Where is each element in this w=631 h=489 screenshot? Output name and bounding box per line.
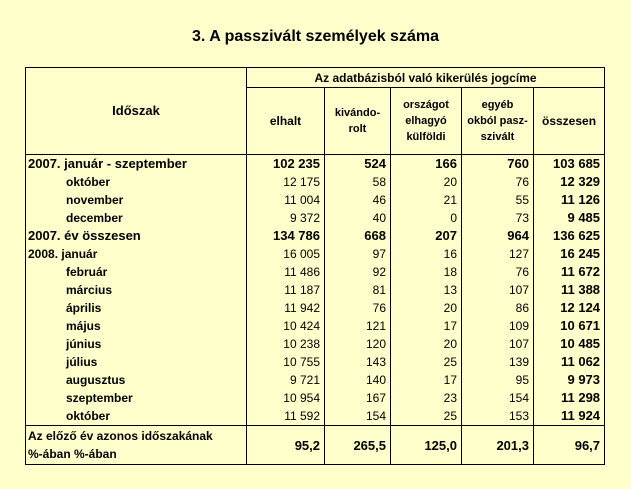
cell-other-reason: 76 <box>462 173 534 191</box>
row-label-text: október <box>66 409 111 423</box>
cell-other-reason: 107 <box>462 335 534 353</box>
cell-emigrated: 121 <box>325 317 391 335</box>
cell-emigrated: 668 <box>325 227 391 245</box>
cell-total: 10 485 <box>534 335 605 353</box>
cell-foreigner-left: 166 <box>391 155 462 174</box>
cell-deceased: 134 786 <box>247 227 325 245</box>
cell-total: 12 329 <box>534 173 605 191</box>
cell-foreigner-left: 20 <box>391 335 462 353</box>
footer-value-foreigner-left: 125,0 <box>391 426 462 465</box>
cell-emigrated: 46 <box>325 191 391 209</box>
passive-persons-table <box>25 67 605 465</box>
col-header-foreigner-left-l2: elhagyó <box>405 115 447 127</box>
row-label <box>26 155 247 174</box>
row-label <box>26 371 247 389</box>
cell-foreigner-left: 25 <box>391 407 462 426</box>
cell-foreigner-left: 0 <box>391 209 462 227</box>
cell-foreigner-left: 207 <box>391 227 462 245</box>
cell-deceased: 11 486 <box>247 263 325 281</box>
cell-deceased: 11 592 <box>247 407 325 426</box>
cell-foreigner-left: 21 <box>391 191 462 209</box>
row-label-text: december <box>66 211 123 225</box>
row-label <box>26 173 247 191</box>
table-row <box>26 173 605 191</box>
cell-emigrated: 58 <box>325 173 391 191</box>
cell-emigrated: 154 <box>325 407 391 426</box>
cell-deceased: 102 235 <box>247 155 325 174</box>
cell-foreigner-left: 20 <box>391 299 462 317</box>
footer-label-l1: Az előző év azonos időszakának <box>28 429 213 443</box>
col-header-other-reason-l2: okból pasz- <box>467 115 528 127</box>
cell-total: 11 672 <box>534 263 605 281</box>
cell-emigrated: 76 <box>325 299 391 317</box>
cell-emigrated: 120 <box>325 335 391 353</box>
footer-value-other-reason: 201,3 <box>462 426 534 465</box>
row-label <box>26 317 247 335</box>
cell-other-reason: 760 <box>462 155 534 174</box>
cell-deceased: 16 005 <box>247 245 325 263</box>
cell-other-reason: 109 <box>462 317 534 335</box>
row-label-text: november <box>66 193 124 207</box>
cell-emigrated: 140 <box>325 371 391 389</box>
table-row <box>26 281 605 299</box>
cell-other-reason: 153 <box>462 407 534 426</box>
cell-foreigner-left: 25 <box>391 353 462 371</box>
row-label <box>26 281 247 299</box>
table-row <box>26 299 605 317</box>
cell-deceased: 9 721 <box>247 371 325 389</box>
cell-total: 11 388 <box>534 281 605 299</box>
table-row <box>26 335 605 353</box>
col-header-emigrated-l2: rolt <box>348 123 367 135</box>
col-header-deceased: elhalt <box>247 88 325 155</box>
cell-other-reason: 76 <box>462 263 534 281</box>
footer-value-total: 96,7 <box>534 426 605 465</box>
cell-other-reason: 95 <box>462 371 534 389</box>
cell-deceased: 10 238 <box>247 335 325 353</box>
col-header-total: összesen <box>534 88 605 155</box>
cell-foreigner-left: 23 <box>391 389 462 407</box>
row-label-text: 2007. év összesen <box>28 228 141 243</box>
cell-other-reason: 127 <box>462 245 534 263</box>
period-header: Időszak <box>26 68 247 155</box>
row-label-text: május <box>66 319 101 333</box>
row-label <box>26 263 247 281</box>
row-label-text: szeptember <box>66 391 133 405</box>
col-header-foreigner-left-l3: külföldi <box>406 131 446 143</box>
cell-foreigner-left: 16 <box>391 245 462 263</box>
row-label <box>26 407 247 426</box>
col-header-foreigner-left <box>391 88 462 155</box>
row-label-text: augusztus <box>66 373 126 387</box>
cell-deceased: 11 942 <box>247 299 325 317</box>
page-title: 3. A passzivált személyek száma <box>192 28 439 45</box>
cell-total: 11 298 <box>534 389 605 407</box>
table-row <box>26 371 605 389</box>
cell-deceased: 11 187 <box>247 281 325 299</box>
cell-deceased: 9 372 <box>247 209 325 227</box>
footer-label <box>26 426 247 465</box>
row-label-text: október <box>66 175 111 189</box>
table-row <box>26 191 605 209</box>
cell-total: 12 124 <box>534 299 605 317</box>
table-row <box>26 389 605 407</box>
table-row <box>26 407 605 426</box>
cell-foreigner-left: 17 <box>391 371 462 389</box>
cell-foreigner-left: 13 <box>391 281 462 299</box>
footer-value-emigrated: 265,5 <box>325 426 391 465</box>
row-label-text: 2008. január <box>28 247 98 261</box>
cell-total: 136 625 <box>534 227 605 245</box>
cell-emigrated: 97 <box>325 245 391 263</box>
col-header-other-reason-l3: szivált <box>480 131 515 143</box>
reason-group-header: Az adatbázisból való kikerülés jogcíme <box>247 68 605 88</box>
table-row <box>26 155 605 174</box>
table-row <box>26 353 605 371</box>
row-label-text: március <box>66 283 113 297</box>
cell-deceased: 10 954 <box>247 389 325 407</box>
cell-total: 16 245 <box>534 245 605 263</box>
cell-deceased: 11 004 <box>247 191 325 209</box>
cell-deceased: 12 175 <box>247 173 325 191</box>
col-header-other-reason <box>462 88 534 155</box>
cell-total: 9 485 <box>534 209 605 227</box>
cell-foreigner-left: 20 <box>391 173 462 191</box>
cell-emigrated: 92 <box>325 263 391 281</box>
col-header-other-reason-l1: egyéb <box>481 99 514 111</box>
row-label <box>26 335 247 353</box>
footer-row <box>26 426 605 465</box>
cell-total: 11 062 <box>534 353 605 371</box>
col-header-foreigner-left-l1: országot <box>403 99 449 111</box>
cell-total: 11 924 <box>534 407 605 426</box>
table-row <box>26 227 605 245</box>
cell-other-reason: 964 <box>462 227 534 245</box>
cell-other-reason: 73 <box>462 209 534 227</box>
cell-deceased: 10 755 <box>247 353 325 371</box>
cell-foreigner-left: 18 <box>391 263 462 281</box>
row-label-text: 2007. január - szeptember <box>28 156 187 171</box>
cell-deceased: 10 424 <box>247 317 325 335</box>
cell-total: 10 671 <box>534 317 605 335</box>
cell-total: 103 685 <box>534 155 605 174</box>
footer-label-l2: %-ában %-ában <box>28 447 117 461</box>
footer-value-deceased: 95,2 <box>247 426 325 465</box>
table-row <box>26 209 605 227</box>
cell-total: 11 126 <box>534 191 605 209</box>
cell-foreigner-left: 17 <box>391 317 462 335</box>
row-label <box>26 209 247 227</box>
table-row <box>26 263 605 281</box>
row-label <box>26 299 247 317</box>
cell-emigrated: 143 <box>325 353 391 371</box>
cell-other-reason: 139 <box>462 353 534 371</box>
row-label-text: február <box>66 265 108 279</box>
row-label <box>26 191 247 209</box>
cell-emigrated: 81 <box>325 281 391 299</box>
col-header-emigrated <box>325 88 391 155</box>
row-label <box>26 227 247 245</box>
col-header-emigrated-l1: kivándo- <box>334 107 381 119</box>
cell-other-reason: 154 <box>462 389 534 407</box>
cell-other-reason: 107 <box>462 281 534 299</box>
cell-other-reason: 86 <box>462 299 534 317</box>
row-label <box>26 389 247 407</box>
row-label-text: július <box>66 355 98 369</box>
cell-other-reason: 55 <box>462 191 534 209</box>
cell-emigrated: 524 <box>325 155 391 174</box>
cell-total: 9 973 <box>534 371 605 389</box>
table-row <box>26 245 605 263</box>
cell-emigrated: 167 <box>325 389 391 407</box>
row-label-text: április <box>66 301 102 315</box>
cell-emigrated: 40 <box>325 209 391 227</box>
row-label-text: június <box>66 337 102 351</box>
row-label <box>26 353 247 371</box>
row-label <box>26 245 247 263</box>
table-row <box>26 317 605 335</box>
